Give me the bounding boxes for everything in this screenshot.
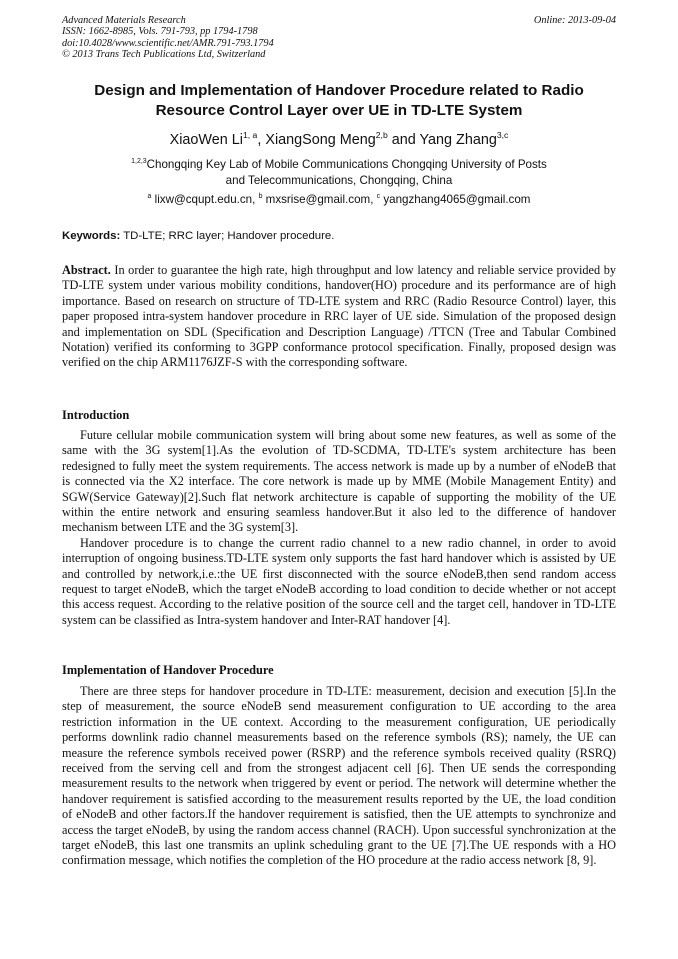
online-date: Online: 2013-09-04 <box>533 15 616 26</box>
affiliation-line <box>62 157 616 173</box>
affiliation-line: and Telecommunications, Chongqing, China <box>225 174 453 187</box>
paper-title: Design and Implementation of Handover Procedure related to Radio Resource Control Layer over UE in TD-LTE System <box>94 82 584 119</box>
abstract-label: Abstract. <box>62 263 111 277</box>
author-list <box>62 131 616 149</box>
keywords-text: TD-LTE; RRC layer; Handover procedure. <box>120 230 335 242</box>
abstract <box>62 263 616 371</box>
affiliation-mark: 1,2,3 <box>131 158 147 166</box>
journal-doi: doi:10.4028/www.scientific.net/AMR.791-793.1794 <box>62 37 274 49</box>
section-implementation <box>62 684 616 869</box>
email-mark: a <box>147 193 152 201</box>
paragraph: Handover procedure is to change the current radio channel to a new radio channel, in order to avoid interruption of ongoing business.TD-LTE system only supports the fast hard handover which is assisted by UE and controlled by network,i.e.:the UE first disconnected with the source eNodeB,then send random access request to target eNodeB, which the target eNodeB according to load condition to decide whether or not accept this access request. According to the relative position of the source cell and the target cell, handover in TD-LTE system can be classified as Intra-system handover and Inter-RAT handover [4]. <box>62 535 616 627</box>
author-name: XiaoWen Li <box>169 132 243 148</box>
author-affiliation-mark: 1, a <box>242 130 258 141</box>
author-name: XiangSong Meng <box>265 132 376 148</box>
keywords-label: Keywords: <box>62 230 121 242</box>
author-affiliation-mark: 3,c <box>496 130 509 141</box>
section-heading-introduction: Introduction <box>62 408 130 422</box>
affiliation <box>62 157 616 189</box>
author-emails <box>62 192 616 208</box>
journal-copyright: © 2013 Trans Tech Publications Ltd, Switzerland <box>62 49 266 61</box>
paragraph: Future cellular mobile communication system will bring about some new features, as well as some of the same with the 3G system[1].As the evolution of TD-SCDMA, TD-LTE's system architecture has been redesigned to fully meet the system requirements. The access network is made up by a number of eNodeB that is connected via the X2 interface. The core network is made up by MME (Mobile Management Entity) and SGW(Service Gateway)[2].Such flat network architecture is capable of supporting the mobility of the UE within the entire network and ensuring seamless handover.But it also led to the difference of handover mechanism between LTE and the 3G system[3]. <box>62 428 616 535</box>
abstract-text: In order to guarantee the high rate, high throughput and low latency and reliable service provided by TD-LTE system under various mobility conditions, handover(HO) procedure and its performance are of high importance. Based on research on structure of TD-LTE system and RRC (Radio Resource Control) layer, this paper proposed intra-system handover procedure in RRC layer of UE side. Simulation of the proposed design and implementation on SDL (Specification and Description Language) /TTCN (Tree and Tabular Combined Notation) verified its conforming to 3GPP conformance protocol specification. Finally, proposed design was verified on the chip ARM1176JZF-S with the corresponding software. <box>62 263 616 370</box>
email-link: mxsrise@gmail.com, <box>262 193 377 206</box>
author-name: Yang Zhang <box>419 132 497 148</box>
journal-name: Advanced Materials Research <box>62 15 186 26</box>
email-link: lixw@cqupt.edu.cn, <box>151 193 259 206</box>
journal-issn: ISSN: 1662-8985, Vols. 791-793, pp 1794-1798 <box>62 26 258 38</box>
section-heading-implementation: Implementation of Handover Procedure <box>62 663 274 677</box>
keywords <box>62 229 616 244</box>
affiliation-text: Chongqing Key Lab of Mobile Communications Chongqing University of Posts <box>146 158 547 171</box>
paragraph: There are three steps for handover procedure in TD-LTE: measurement, decision and execution [5].In the step of measurement, the source eNodeB send measurement configuration to UE according to the area restriction information in the UE context. According to the measurement configuration, UE periodically performs downlink radio channel measurements based on the reference symbols (RS); namely, the UE can measure the reference symbols received power (RSRP) and the reference symbols received quality (RSRQ) received from the serving cell and from the strongest adjacent cell [6]. Then UE sends the corresponding measurement results to the network when triggered by event or period. The network will determine whether the handover requirement is satisfied according to the measurement results reported by the UE, the load condition of eNodeB and other factors.If the handover requirement is satisfied, then the UE attempts to synchronize and access the target eNodeB, by using the random access channel (RACH). Upon successful synchronization at the target eNodeB, this last one transmits an uplink scheduling grant to the UE [7].The UE responds with a HO confirmation message, which notifies the completion of the HO procedure at the radio access network [8, 9]. <box>62 684 616 868</box>
author-affiliation-mark: 2,b <box>375 130 388 141</box>
email-link: yangzhang4065@gmail.com <box>380 193 531 206</box>
email-mark: b <box>258 193 263 201</box>
section-introduction <box>62 428 616 628</box>
author-separator: , <box>257 132 266 148</box>
email-mark: c <box>376 193 381 201</box>
author-separator: and <box>387 132 420 148</box>
journal-header <box>62 15 616 61</box>
